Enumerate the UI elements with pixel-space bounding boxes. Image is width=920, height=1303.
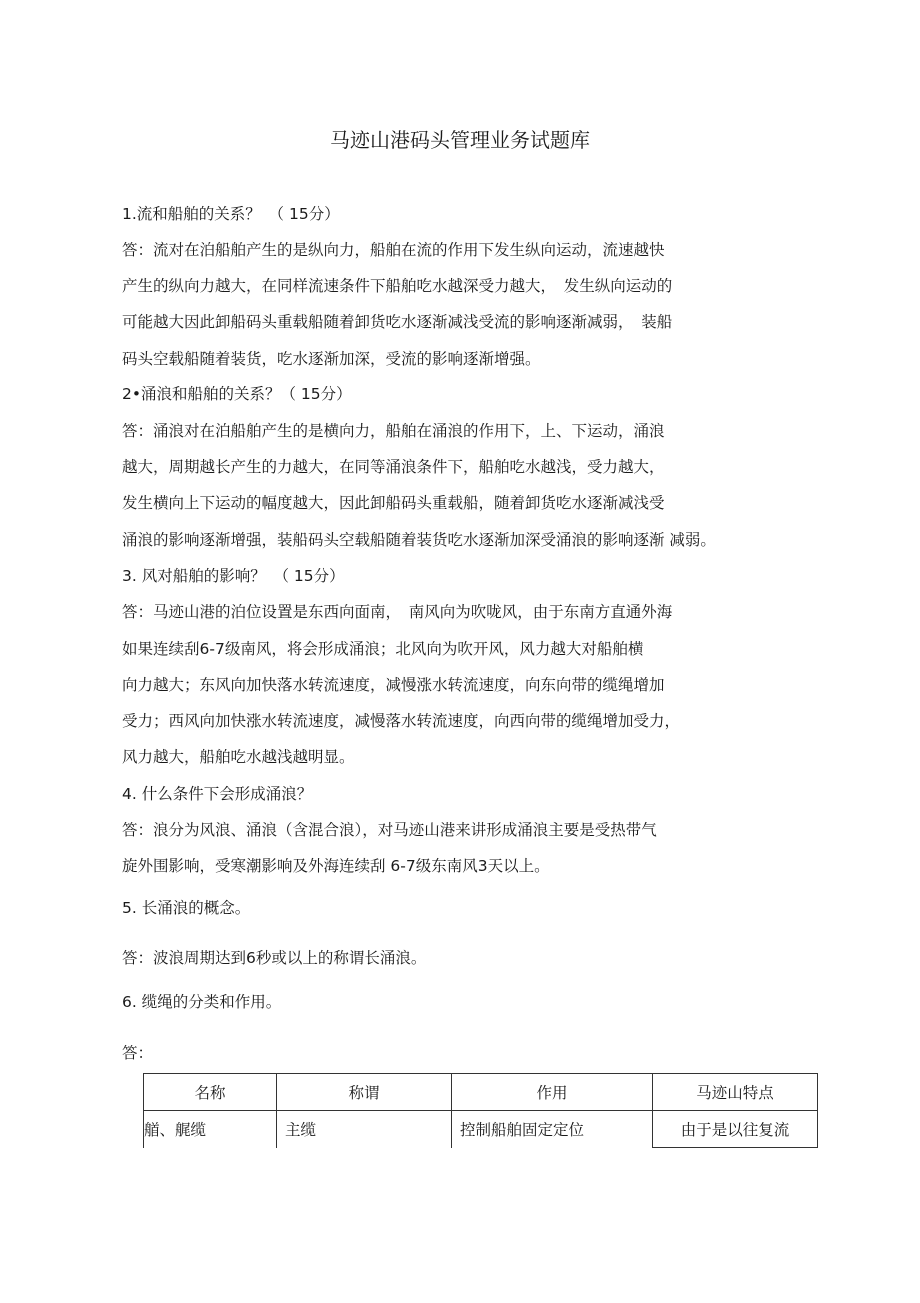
answer-line: 答： — [122, 1044, 154, 1062]
answer-line: 越大，周期越长产生的力越大，在同等涌浪条件下，船舶吃水越浅，受力越大， — [122, 458, 665, 476]
table-header-cell: 名称 — [144, 1074, 277, 1111]
answer-line: 发生横向上下运动的幅度越大，因此卸船码头重载船，随着卸货吃水逐渐减浅受 — [122, 494, 665, 512]
table-header-cell: 作用 — [452, 1074, 653, 1111]
table-cell: 主缆 — [277, 1111, 452, 1148]
answer-line: 答：波浪周期达到6秒或以上的称谓长涌浪。 — [122, 949, 427, 967]
question-6: 6. 缆绳的分类和作用。 — [122, 993, 282, 1011]
table-cell: 由于是以往复流 — [653, 1111, 818, 1148]
table-header-row — [144, 1074, 818, 1111]
question-1: 1.流和船舶的关系？ （ 15分） — [122, 205, 340, 223]
question-2: 2•涌浪和船舶的关系？（ 15分） — [122, 385, 352, 403]
answer-line: 码头空载船随着装货，吃水逐渐加深，受流的影响逐渐增强。 — [122, 350, 541, 368]
answer-line: 可能越大因此卸船码头重载船随着卸货吃水逐渐减浅受流的影响逐渐减弱， 装船 — [122, 313, 673, 331]
document-title: 马迹山港码头管理业务试题库 — [330, 128, 590, 152]
answer-line: 涌浪的影响逐渐增强，装船码头空载船随着装货吃水逐渐加深受涌浪的影响逐渐 减弱。 — [122, 531, 716, 549]
question-5: 5. 长涌浪的概念。 — [122, 899, 251, 917]
table-header-cell: 称谓 — [277, 1074, 452, 1111]
table-cell: 控制船舶固定定位 — [452, 1111, 653, 1148]
answer-line: 受力；西风向加快涨水转流速度，减慢落水转流速度，向西向带的缆绳增加受力， — [122, 712, 681, 730]
answer-line: 旋外围影响，受寒潮影响及外海连续刮 6-7级东南风3天以上。 — [122, 857, 550, 875]
mooring-line-table — [143, 1073, 818, 1148]
answer-line: 产生的纵向力越大，在同样流速条件下船舶吃水越深受力越大， 发生纵向运动的 — [122, 277, 673, 295]
table-cell: 艏、艉缆 — [144, 1111, 277, 1148]
question-3: 3. 风对船舶的影响？ （ 15分） — [122, 567, 345, 585]
answer-line: 风力越大，船舶吃水越浅越明显。 — [122, 748, 355, 766]
answer-line: 答：涌浪对在泊船舶产生的是横向力，船舶在涌浪的作用下，上、下运动，涌浪 — [122, 422, 665, 440]
answer-line: 向力越大；东风向加快落水转流速度，减慢涨水转流速度，向东向带的缆绳增加 — [122, 676, 665, 694]
answer-line: 答：流对在泊船舶产生的是纵向力，船舶在流的作用下发生纵向运动，流速越快 — [122, 241, 665, 259]
table-row — [144, 1111, 818, 1148]
answer-line: 如果连续刮6-7级南风，将会形成涌浪；北风向为吹开风，风力越大对船舶横 — [122, 640, 644, 658]
answer-line: 答：浪分为风浪、涌浪（含混合浪），对马迹山港来讲形成涌浪主要是受热带气 — [122, 821, 657, 839]
table-header-cell: 马迹山特点 — [653, 1074, 818, 1111]
question-4: 4. 什么条件下会形成涌浪？ — [122, 785, 313, 803]
answer-line: 答：马迹山港的泊位设置是东西向面南， 南风向为吹咙风，由于东南方直通外海 — [122, 603, 673, 621]
